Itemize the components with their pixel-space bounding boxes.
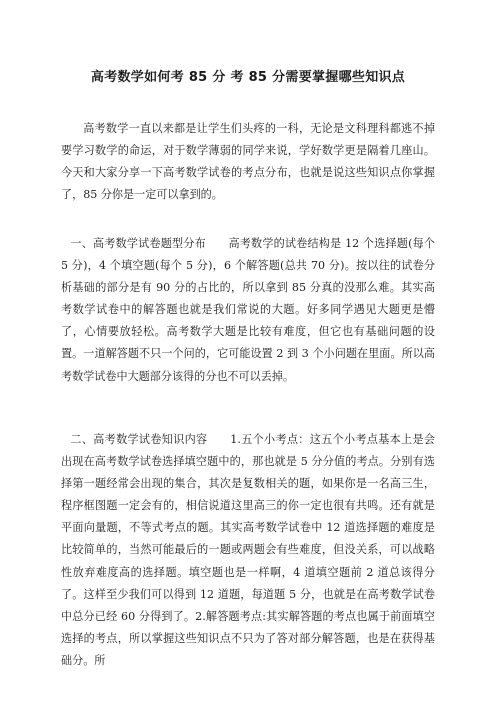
intro-paragraph: 高考数学一直以来都是让学生们头疼的一科，无论是文科理科都逃不掉要学习数学的命运，对于数学薄弱的同学来说，学好数学更是隔着几座山。今天和大家分享一下高考数学试卷的考点分布，也就是说这些知识点你掌握了，85 分你是一定可以拿到的。 [61,122,435,202]
section-1-paragraph: 一、高考数学试卷题型分布 高考数学的试卷结构是 12 个选择题(每个 5 分)，4 个填空题(每个 5 分)，6 个解答题(总共 70 分)。按以往的试卷分析基础的部分是有 90 分的占比的，所以拿到 85 分真的没那么难。其实高考数学试卷中的解答题也就是我们常说的大题。好多同学遇见大题更是懵了，心情要放轻松。高考数学大题是比较有难度，但它也有基础问题的设置。一道解答题不只一个问的，它可能设置 2 到 3 个小问题在里面。所以高考数学试卷中大题部分该得的分也不可以丢掉。 [61,237,435,383]
document-title: 高考数学如何考 85 分 考 85 分需要掌握哪些知识点 [90,70,406,85]
section-2-paragraph: 二、高考数学试卷知识内容 1.五个小考点：这五个小考点基本上是会出现在高考数学试卷选择填空题中的，那也就是 5 分分值的考点。分别有选择第一题经常会出现的集合，其次是复数相关的题，如果你是一名高三生，程序框图题一定会有的，相信说道这里高三的你一定也很有共鸣。还有就是平面向量题，不等式考点的题。其实高考数学试卷中 12 道选择题的难度是比较简单的，当然可能最后的一题或两题会有些难度，但没关系，可以战略性放弃难度高的选择题。填空题也是一样啊，4 道填空题前 2 道总该得分了。这样至少我们可以得到 12 道题，每道题 5 分，也就是在高考数学试卷中总分已经 60 分得到了。2.解答题考点:其实解答题的考点也属于前面填空选择的考点，所以掌握这些知识点不只为了答对部分解答题，也是在获得基础分。所 [61,433,435,667]
